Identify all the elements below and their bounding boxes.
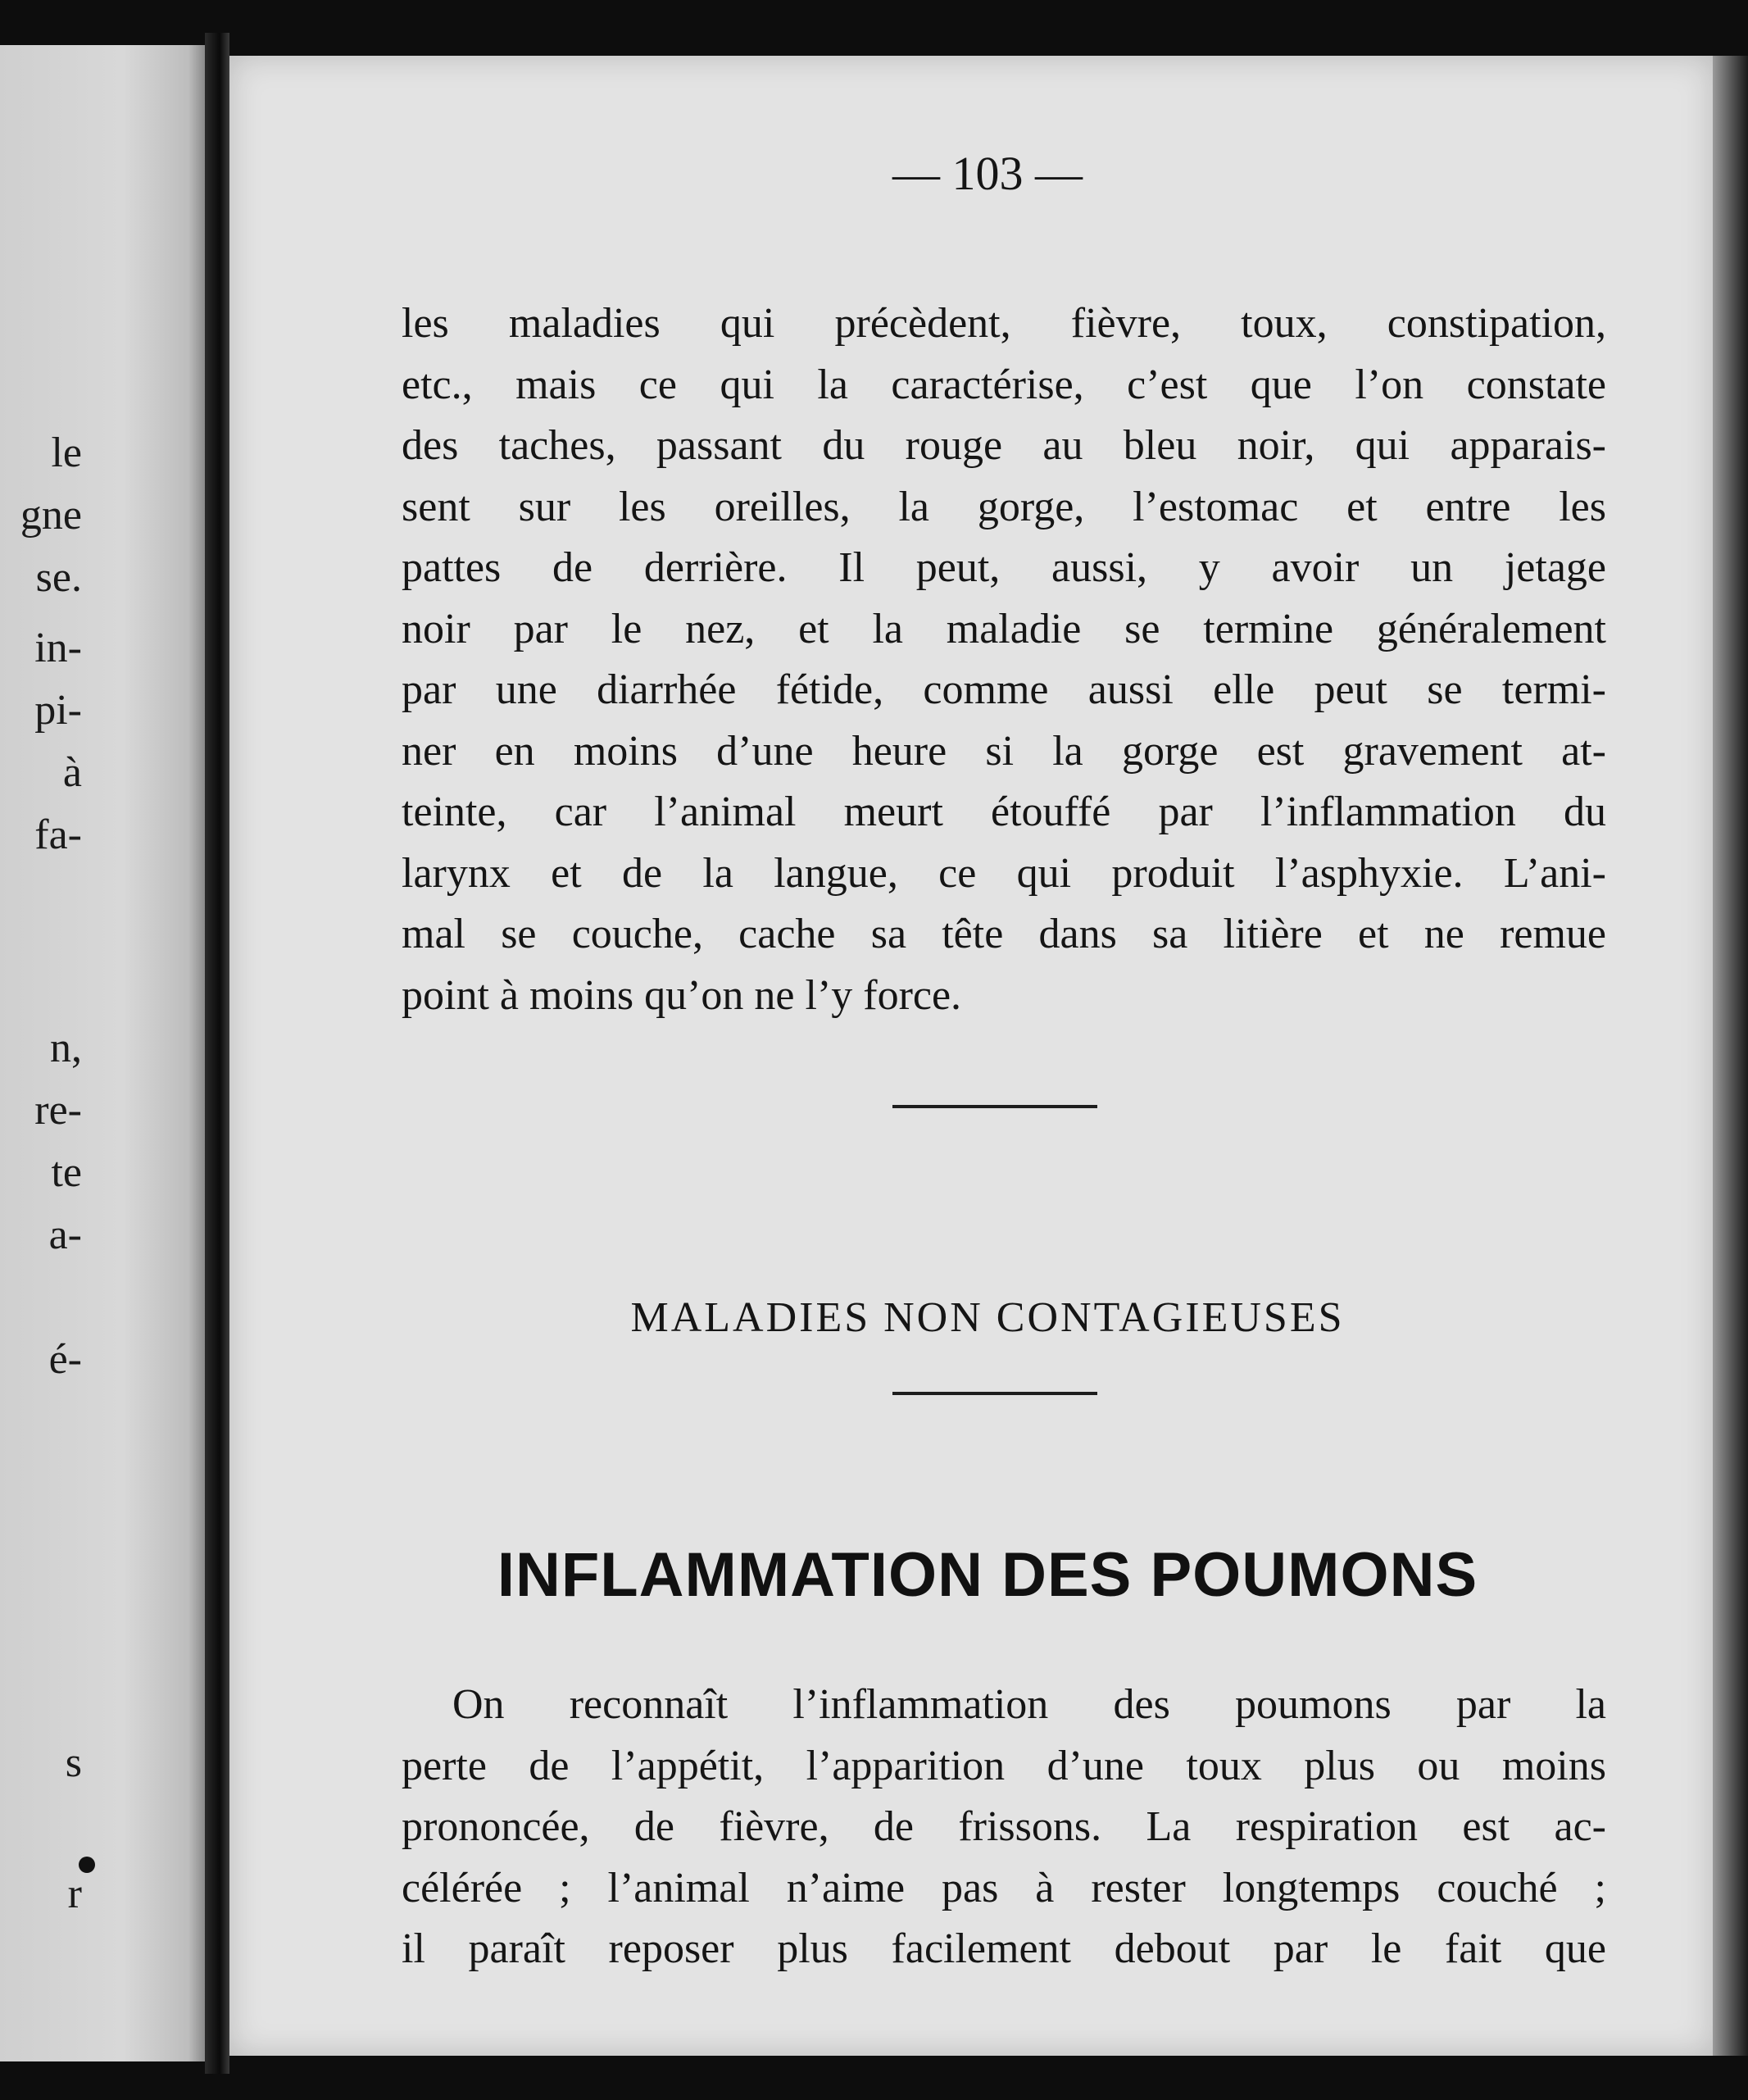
left-page-fragment: a- [48, 1211, 82, 1258]
left-page-fragment: à [62, 749, 82, 796]
text-line: prononcée, de fièvre, de frissons. La respiration est ac- [402, 1803, 1606, 1850]
text-line: etc., mais ce qui la caractérise, c’est que l’on constate [402, 361, 1606, 408]
left-page-fragment: fa- [34, 811, 82, 858]
left-page-fragment: r [67, 1870, 82, 1917]
text-line: larynx et de la langue, ce qui produit l’asphyxie. L’ani- [402, 849, 1606, 897]
text-line: par une diarrhée fétide, comme aussi elle peut se termi- [402, 666, 1606, 713]
adjacent-page-strip [0, 45, 205, 2061]
text-line: les maladies qui précèdent, fièvre, toux, constipation, [402, 300, 1606, 347]
text-line: perte de l’appétit, l’apparition d’une toux plus ou moins [402, 1742, 1606, 1789]
text-line: pattes de derrière. Il peut, aussi, y avoir un jetage [402, 544, 1606, 591]
text-line: il paraît reposer plus facilement debout par le fait que [402, 1925, 1606, 1972]
separator-rule-top [892, 1105, 1097, 1108]
left-page-fragment: te [51, 1149, 82, 1196]
text-line: ner en moins d’une heure si la gorge est gravement at- [402, 727, 1606, 775]
text-line: point à moins qu’on ne l’y force. [402, 971, 962, 1019]
text-line: célérée ; l’animal n’aime pas à rester longtemps couché ; [402, 1864, 1606, 1911]
left-page-fragment: re- [34, 1087, 82, 1134]
left-page-fragment: pi- [34, 687, 82, 734]
text-line: teinte, car l’animal meurt étouffé par l’inflammation du [402, 789, 1606, 835]
book-page [229, 56, 1713, 2056]
text-line: noir par le nez, et la maladie se termine généralement [402, 605, 1606, 652]
left-page-fragment: le [51, 430, 82, 476]
paragraph-lung-inflammation [402, 1675, 1606, 1980]
section-heading: MALADIES NON CONTAGIEUSES [630, 1294, 1345, 1341]
page-number: — 103 — [892, 147, 1083, 200]
left-page-fragment: se. [35, 554, 82, 601]
text-line: sent sur les oreilles, la gorge, l’estomac et entre les [402, 483, 1606, 530]
text-line: des taches, passant du rouge au bleu noir, qui apparais- [402, 422, 1606, 469]
left-page-fragment: é- [48, 1336, 82, 1383]
left-page-fragment: n, [50, 1025, 82, 1071]
page-right-edge [1713, 56, 1748, 2056]
separator-rule-bottom [892, 1392, 1097, 1395]
ink-spot [79, 1857, 95, 1873]
left-page-fragment: in- [34, 625, 82, 671]
text-line: mal se couche, cache sa tête dans sa litière et ne remue [402, 911, 1606, 957]
book-gutter [205, 33, 229, 2074]
left-page-fragment: gne [20, 492, 82, 539]
left-page-fragment: s [65, 1739, 82, 1786]
paragraph-symptoms [402, 293, 1606, 1026]
text-line: On reconnaît l’inflammation des poumons par la [452, 1681, 1606, 1728]
chapter-title: INFLAMMATION DES POUMONS [497, 1540, 1478, 1610]
